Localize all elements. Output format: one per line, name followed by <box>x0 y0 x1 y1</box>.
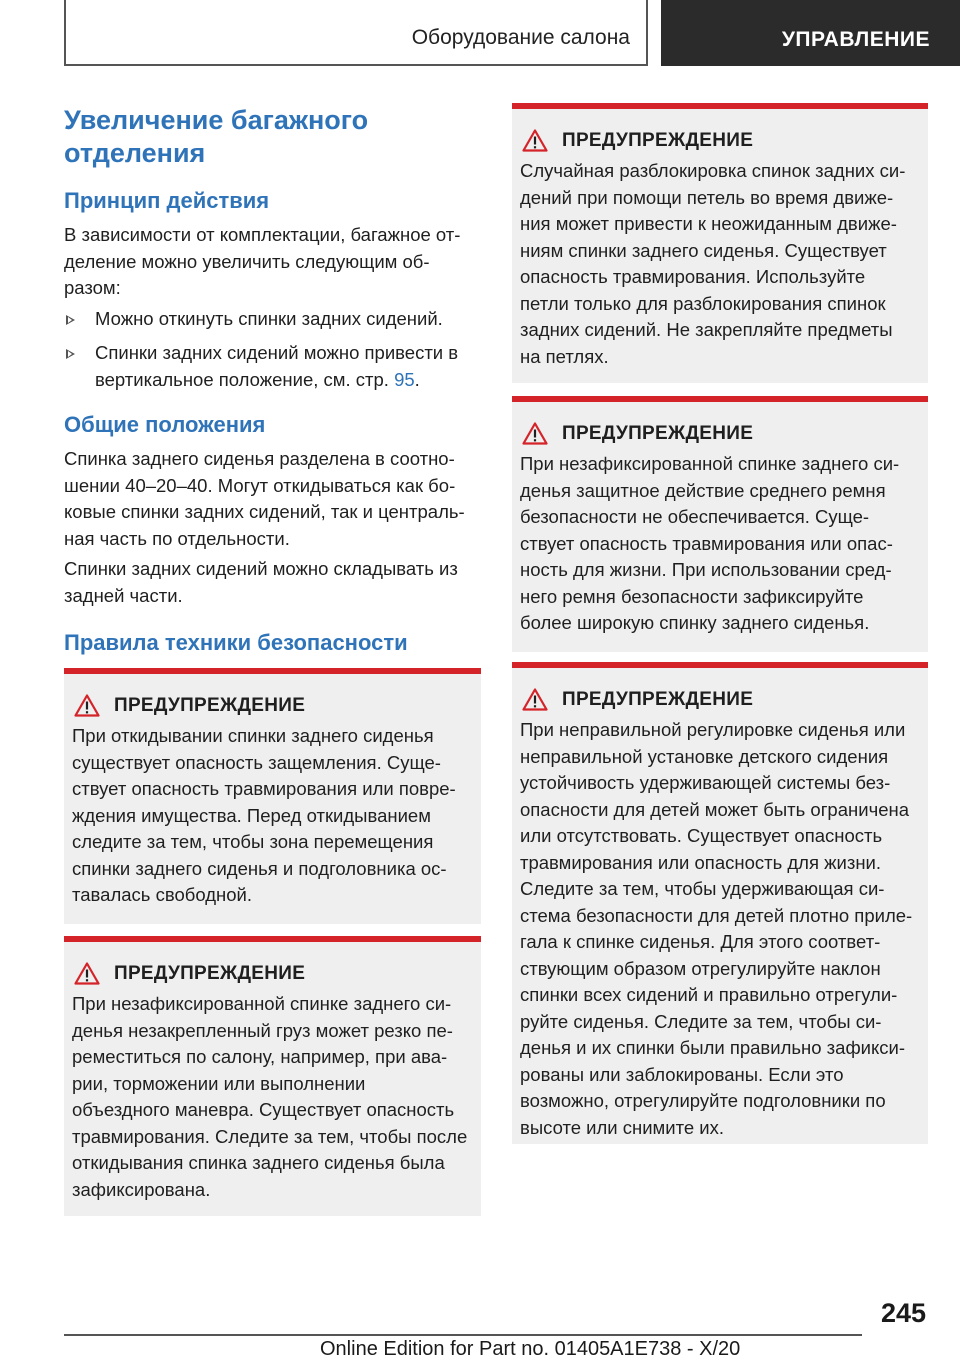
heading-safety: Правила техники безопасности <box>64 630 408 655</box>
general-paragraph-2: Спинки задних сидений можно складывать из задней части. <box>64 558 458 606</box>
warning-text: Случайная разблокировка спинок задних си- дений при помощи петель во время движе- ния может привести к неожиданным движе- ниям спинки заднего сиденья. Существует опасность травмирования. Используйте петли только для разблокирования спинок задних сидений. Не закрепляйте предметы на петлях. <box>520 160 906 367</box>
warning-text: При неправильной регулировке сиденья или неправильной установке детского сидения устойчивость удерживающей системы без- опасности для детей может быть ограничена или отсутствовать. Существует опасность травмирования или опасность для жизни. Следите за тем, чтобы удерживающая си- стема безопасности для детей плотно приле- гала к спинке сиденья. Для этого соответ- ствующим образом отрегулируйте наклон спинки всех сидений и правильно отрегули- руйте сиденья. Следите за тем, чтобы си- денья и их спинки были правильно зафикси- рованы или заблокированы. Если это возможно, отрегулируйте подголовники по высоте или снимите их. <box>520 719 913 1138</box>
footer-divider <box>64 1334 862 1336</box>
header-chapter-box <box>661 0 960 66</box>
heading-principle: Принцип действия <box>64 188 270 213</box>
triangle-bullet-icon <box>66 349 75 359</box>
warning-box <box>512 662 928 1144</box>
page-title: Увеличение багажного отделения <box>64 105 369 168</box>
warning-triangle-icon <box>522 688 548 711</box>
heading-general: Общие положения <box>64 412 266 437</box>
warning-triangle-icon <box>522 422 548 445</box>
warning-title: ПРЕДУПРЕЖДЕНИЕ <box>114 962 306 984</box>
warning-box <box>64 668 481 924</box>
warning-title: ПРЕДУПРЕЖДЕНИЕ <box>562 129 754 151</box>
warning-box <box>64 936 481 1216</box>
warning-text: При незафиксированной спинке заднего си- денья защитное действие среднего ремня безопасности не обеспечивается. Суще- ствует опасность травмирования или опас- ность для жизни. При использовании сред- него ремня безопасности зафиксируйте более широкую спинку заднего сиденья. <box>520 453 900 633</box>
warning-box <box>512 396 928 652</box>
list-item: Спинки задних сидений можно привести в вертикальное положение, см. стр. 95. <box>64 340 481 393</box>
footer-edition: Online Edition for Part no. 01405A1E738 - X/20 <box>320 1338 741 1360</box>
general-paragraph-1: Спинка заднего сиденья разделена в соотно- шении 40–20–40. Могут откидываться как бо- ковые спинки задних сидений, так и централь- ная часть по отдельности. <box>64 448 465 549</box>
warning-triangle-icon <box>522 129 548 152</box>
warning-title: ПРЕДУПРЕЖДЕНИЕ <box>114 694 306 716</box>
warning-title: ПРЕДУПРЕЖДЕНИЕ <box>562 422 754 444</box>
warning-box <box>512 103 928 383</box>
triangle-bullet-icon <box>66 315 75 325</box>
warning-triangle-icon <box>74 694 100 717</box>
header-section-title: Оборудование салона <box>411 26 630 49</box>
warning-triangle-icon <box>74 962 100 985</box>
list-item: Можно откинуть спинки задних сидений. <box>64 306 481 333</box>
page-reference-link[interactable]: 95 <box>394 368 415 390</box>
warning-text: При откидывании спинки заднего сиденья существует опасность защемления. Суще- ствует опасность травмирования или повре- ждения имущества. Перед откидыванием следите за тем, чтобы зона перемещения спинки заднего сиденья и подголовника ос- тавалась свободной. <box>72 725 456 905</box>
warning-title: ПРЕДУПРЕЖДЕНИЕ <box>562 688 754 710</box>
header-chapter-title: УПРАВЛЕНИЕ <box>781 28 930 51</box>
principle-paragraph: В зависимости от комплектации, багажное от- деление можно увеличить следующим об- разом: <box>64 224 461 298</box>
warning-text: При незафиксированной спинке заднего си- денья незакрепленный груз может резко пе- реместиться по салону, например, при ава- рии, торможении или выполнении объездного маневра. Существует опасность травмирования. Следите за тем, чтобы после откидывания спинка заднего сиденья была зафиксирована. <box>72 993 468 1200</box>
header-section-box <box>64 0 648 66</box>
page-number: 245 <box>880 1298 926 1328</box>
